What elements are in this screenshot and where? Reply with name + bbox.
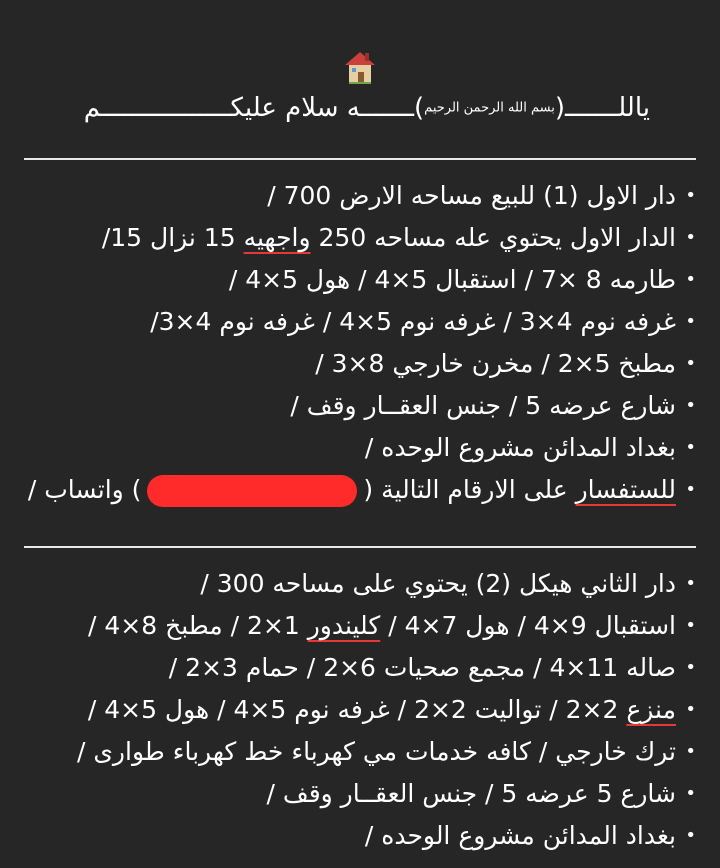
list-item: • بغداد المدائن مشروع الوحده / <box>0 815 720 857</box>
divider-top <box>24 158 696 160</box>
list-item: • شارع عرضه 5 / جنس العقــار وقف / <box>0 385 720 427</box>
greeting-end: )ـــــــه سلام عليكـــــــــــــــــم <box>83 93 425 123</box>
list-item: • منزع 2×2 / تواليت 2×2 / غرفه نوم 5×4 / هول 5×4 / <box>0 689 720 731</box>
list-item: • ترك خارجي / كافه خدمات مي كهرباء خط كهرباء طوارى / <box>0 731 720 773</box>
list-item: • طارمه 8 ×7 / استقبال 5×4 / هول 5×4 / <box>0 259 720 301</box>
greeting-start: ياللـــــــ( <box>554 93 650 123</box>
list-item: • دار الاول (1) للبيع مساحه الارض 700 / <box>0 175 720 217</box>
house-1-details <box>0 175 720 511</box>
list-item: • الدار الاول يحتوي عله مساحه 250 واجهيه 15 نزال 15/ <box>0 217 720 259</box>
greeting-line <box>60 90 650 127</box>
house-2-details <box>0 563 720 857</box>
spellcheck-underlined-word[interactable]: للستفسار <box>575 475 676 504</box>
list-item: • مطبخ 5×2 / مخرن خارجي 8×3 / <box>0 343 720 385</box>
list-item: • للستفسار على الارقام التالية () واتساب / <box>0 469 720 511</box>
list-item: • بغداد المدائن مشروع الوحده / <box>0 427 720 469</box>
list-item: • صاله 11×4 / مجمع صحيات 6×2 / حمام 3×2 / <box>0 647 720 689</box>
list-item: • شارع 5 عرضه 5 / جنس العقــار وقف / <box>0 773 720 815</box>
list-item: • غرفه نوم 4×3 / غرفه نوم 5×4 / غرفه نوم 4×3/ <box>0 301 720 343</box>
list-item: • استقبال 9×4 / هول 7×4 / كليندور 1×2 / مطبخ 8×4 / <box>0 605 720 647</box>
spellcheck-underlined-word[interactable]: منزع <box>626 695 676 724</box>
basmala-text: بسم الله الرحمن الرحيم <box>424 100 555 116</box>
spellcheck-underlined-word[interactable]: كليندور <box>307 611 381 640</box>
divider-middle <box>24 546 696 548</box>
house-icon <box>343 50 377 84</box>
redaction-mark <box>147 475 357 507</box>
spellcheck-underlined-word[interactable]: واجهيه <box>243 223 311 252</box>
list-item: • دار الثاني هيكل (2) يحتوي على مساحه 300 / <box>0 563 720 605</box>
header <box>0 50 720 88</box>
